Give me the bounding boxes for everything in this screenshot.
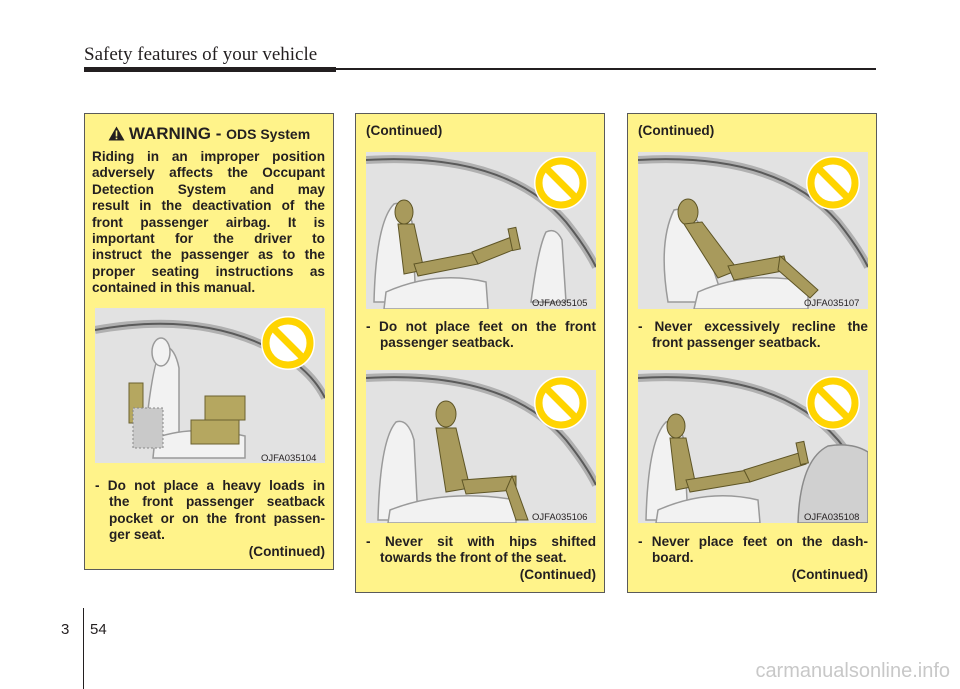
warning-line: Detection System and may — [92, 181, 325, 197]
warning-line: adversely affects the Occupant — [92, 165, 325, 181]
warning-line: instruct the passenger as to the — [92, 247, 325, 263]
prohibition-sign-icon — [259, 314, 317, 372]
page-number: 54 — [90, 621, 107, 638]
prohibition-sign-icon — [532, 374, 590, 432]
continued-panel-2 — [355, 113, 605, 593]
instruction-hips-shifted — [366, 534, 596, 583]
figure-hips-shifted — [366, 370, 596, 523]
instruction-line: ger seat. — [109, 527, 165, 543]
instruction-line: pocket or on the front passen- — [109, 510, 325, 526]
warning-line: contained in this manual. — [92, 280, 256, 296]
footer-rule — [83, 608, 84, 689]
figure-code: OJFA035106 — [532, 512, 588, 523]
instruction-line: front passenger seatback. — [652, 335, 821, 351]
prohibition-sign-icon — [804, 154, 862, 212]
instruction-line: - Do not place a heavy loads in — [95, 478, 325, 493]
instruction-line: - Never place feet on the dash- — [638, 534, 868, 549]
instruction-line: passenger seatback. — [380, 335, 514, 351]
figure-code: OJFA035107 — [804, 298, 860, 309]
warning-text — [92, 149, 325, 297]
prohibition-sign-icon — [532, 154, 590, 212]
figure-code: OJFA035105 — [532, 298, 588, 309]
warning-line: important for the driver to — [92, 231, 325, 247]
continued-label: (Continued) — [248, 543, 325, 559]
instruction-line: - Never sit with hips shifted — [366, 534, 596, 549]
warning-line: proper seating instructions as — [92, 263, 325, 279]
continued-label: (Continued) — [519, 566, 596, 582]
header-title: Safety features of your vehicle — [84, 44, 318, 65]
figure-feet-on-dashboard — [638, 370, 868, 523]
figure-code: OJFA035104 — [261, 453, 317, 464]
instruction-feet-seatback — [366, 319, 596, 352]
continued-label: (Continued) — [791, 566, 868, 582]
continued-panel-3 — [627, 113, 877, 593]
warning-heading — [85, 124, 333, 144]
instruction-recline — [638, 319, 868, 352]
instruction-line: - Do not place feet on the front — [366, 319, 596, 334]
warning-line: Riding in an improper position — [92, 149, 325, 164]
warning-line: front passenger airbag. It is — [92, 214, 325, 230]
continued-label: (Continued) — [638, 123, 715, 138]
figure-code: OJFA035108 — [804, 512, 860, 523]
instruction-heavy-load — [95, 478, 325, 560]
figure-heavy-load — [95, 308, 325, 463]
watermark: carmanualsonline.info — [755, 660, 950, 682]
instruction-line: board. — [652, 550, 694, 566]
figure-feet-on-seatback — [366, 152, 596, 309]
instruction-line: towards the front of the seat. — [380, 550, 567, 566]
prohibition-sign-icon — [804, 374, 862, 432]
header-rule — [84, 68, 876, 70]
instruction-line: - Never excessively recline the — [638, 319, 868, 334]
warning-label: WARNING - — [128, 124, 227, 143]
warning-panel — [84, 113, 334, 570]
warning-line: result in the deactivation of the — [92, 198, 325, 214]
figure-recline — [638, 152, 868, 309]
continued-label: (Continued) — [366, 123, 443, 138]
section-number: 3 — [61, 621, 70, 638]
warning-triangle-icon — [108, 126, 125, 141]
instruction-feet-dashboard — [638, 534, 868, 583]
instruction-line: the front passenger seatback — [109, 494, 325, 510]
warning-subject: ODS System — [226, 126, 311, 142]
